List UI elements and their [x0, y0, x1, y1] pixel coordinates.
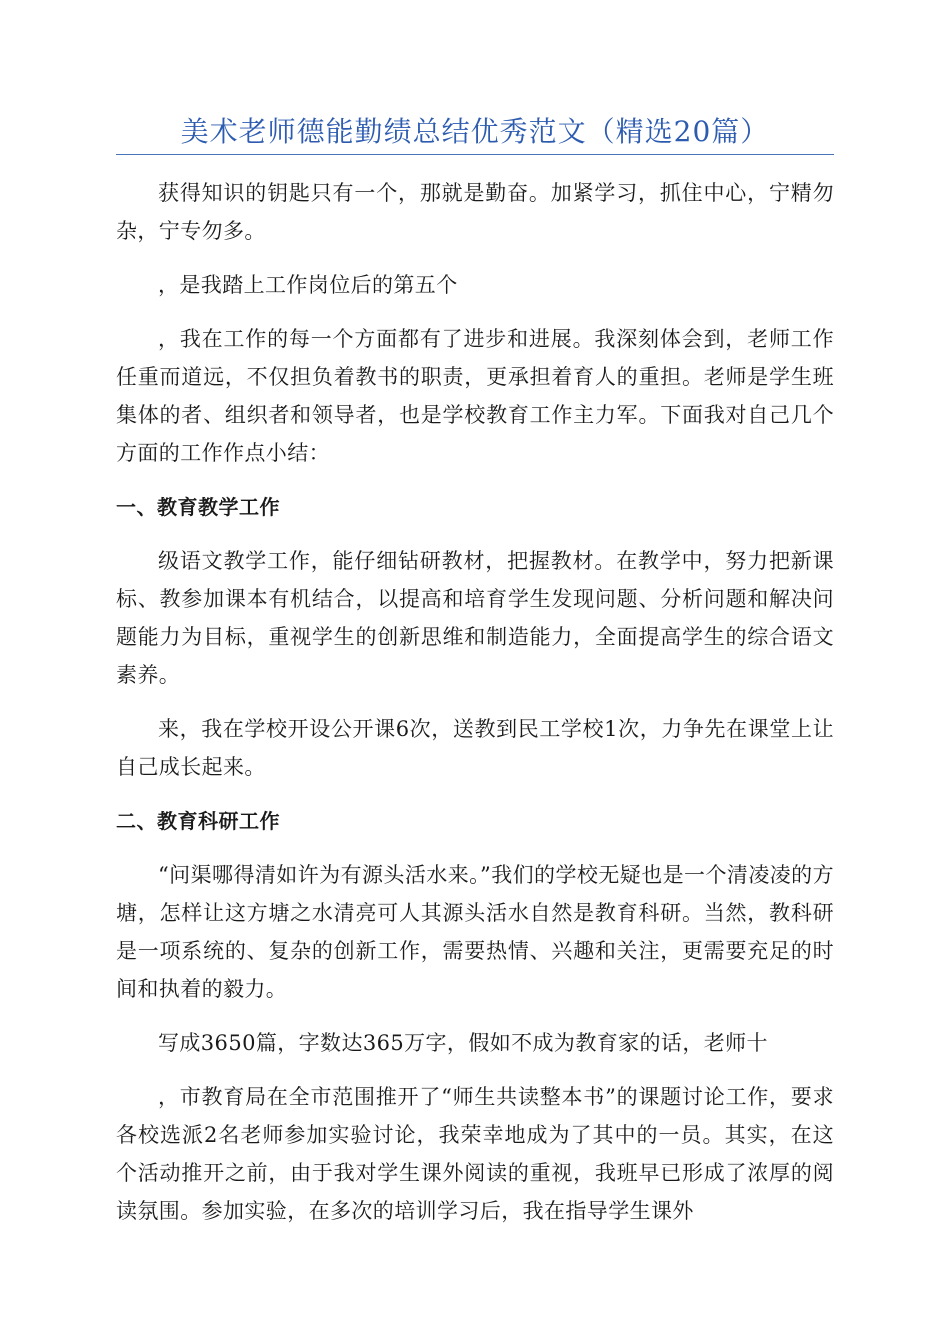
- paragraph-overview: ，我在工作的每一个方面都有了进步和进展。我深刻体会到，老师工作任重而道远，不仅担负着教书的职责，更承担着育人的重担。老师是学生班集体的者、组织者和领导者，也是学校教育工作主力军。下面我对自己几个方面的工作作点小结：: [116, 327, 834, 465]
- paragraph-intro: 获得知识的钥匙只有一个，那就是勤奋。加紧学习，抓住中心，宁精勿杂，宁专勿多。: [116, 181, 834, 243]
- title-underline: [116, 154, 834, 155]
- section-heading-teaching: 一、教育教学工作: [116, 495, 280, 519]
- paragraph-open-classes: 来，我在学校开设公开课6次，送教到民工学校1次，力争先在课堂上让自己成长起来。: [116, 717, 834, 779]
- paragraph-fifth-year: ，是我踏上工作岗位后的第五个: [158, 273, 458, 297]
- paragraph-reading-project: ，市教育局在全市范围推开了“师生共读整本书”的课题讨论工作，要求各校选派2名老师参加实验讨论，我荣幸地成为了其中的一员。其实，在这个活动推开之前，由于我对学生课外阅读的重视，我班早已形成了浓厚的阅读氛围。参加实验，在多次的培训学习后，我在指导学生课外: [116, 1085, 834, 1223]
- section-heading-research: 二、教育科研工作: [116, 809, 280, 833]
- paragraph-research: “问渠哪得清如许为有源头活水来。”我们的学校无疑也是一个清凌凌的方塘，怎样让这方塘之水清亮可人其源头活水自然是教育科研。当然，教科研是一项系统的、复杂的创新工作，需要热情、兴趣和关注，更需要充足的时间和执着的毅力。: [116, 863, 834, 1001]
- paragraph-writing: 写成3650篇，字数达365万字，假如不成为教育家的话，老师十: [158, 1031, 768, 1055]
- document-title: 美术老师德能勤绩总结优秀范文（精选20篇）: [180, 115, 770, 148]
- document-body: [116, 174, 834, 1246]
- paragraph-teaching: 级语文教学工作，能仔细钻研教材，把握教材。在教学中，努力把新课标、教参加课本有机结合，以提高和培育学生发现问题、分析问题和解决问题能力为目标，重视学生的创新思维和制造能力，全面提高学生的综合语文素养。: [116, 549, 834, 687]
